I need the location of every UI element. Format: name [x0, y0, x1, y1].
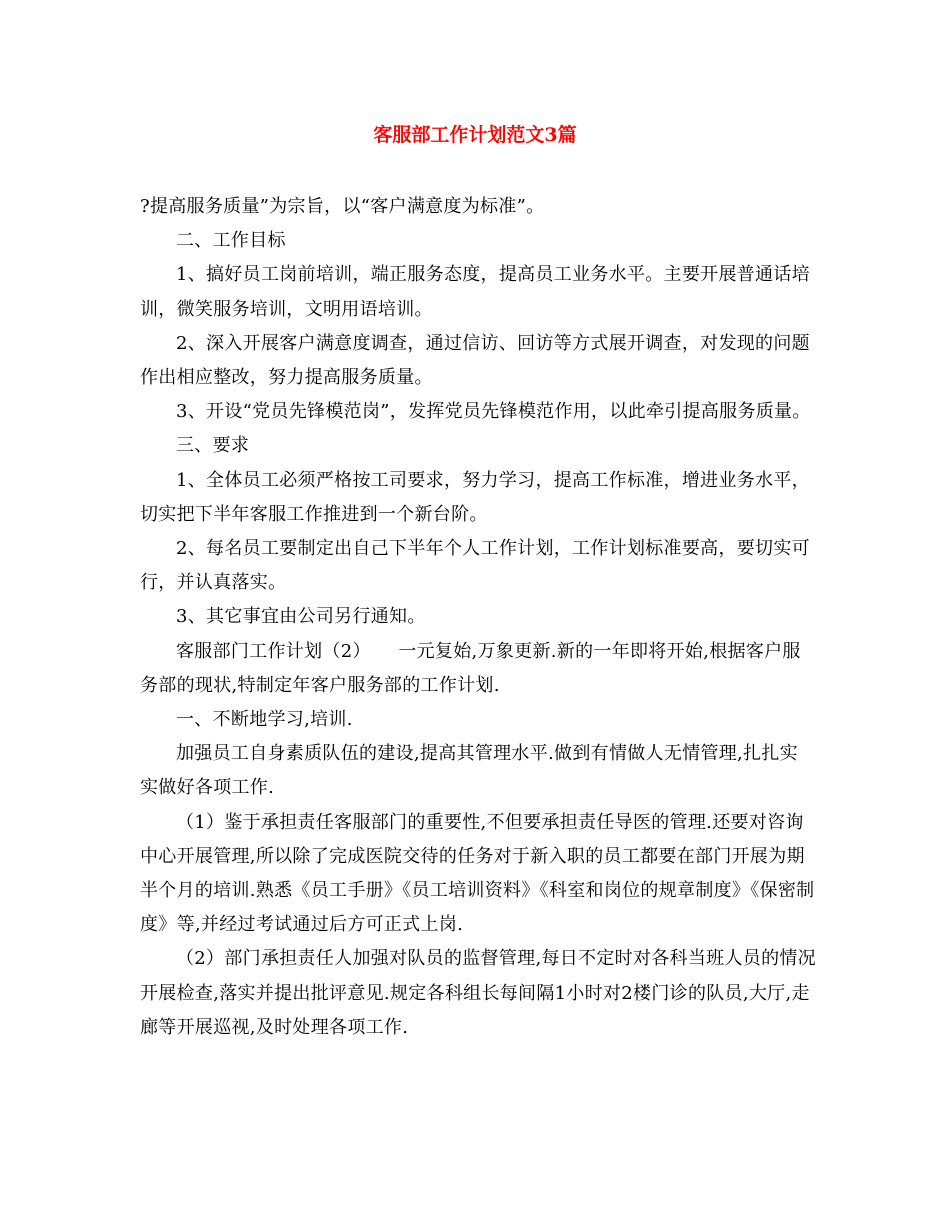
- paragraph: 2、深入开展客户满意度调查，通过信访、回访等方式展开调查，对发现的问题作出相应整改，努力提高服务质量。: [140, 332, 810, 389]
- paragraph: 加强员工自身素质队伍的建设,提高其管理水平.做到有情做人无情管理,扎扎实实做好各项工作.: [140, 743, 798, 799]
- document-title: 客服部工作计划范文3篇: [373, 124, 577, 146]
- paragraph: 3、其它事宜由公司另行通知。: [176, 606, 426, 628]
- paragraph: 2、每名员工要制定出自己下半年个人工作计划，工作计划标准要高，要切实可行，并认真落实。: [140, 538, 810, 594]
- document-body: [140, 190, 816, 1045]
- paragraph: 1、搞好员工岗前培训，端正服务态度，提高员工业务水平。主要开展普通话培训，微笑服务培训，文明用语培训。: [140, 264, 810, 320]
- paragraph: 1、全体员工必须严格按工司要求，努力学习，提高工作标准，增进业务水平，切实把下半年客服工作推进到一个新台阶。: [140, 469, 810, 525]
- paragraph: 3、开设“党员先锋模范岗”，发挥党员先锋模范作用，以此牵引提高服务质量。: [176, 401, 811, 423]
- section-heading: 三、要求: [176, 435, 250, 457]
- paragraph: （2）部门承担责任人加强对队员的监督管理,每日不定时对各科当班人员的情况开展检查,落实并提出批评意见.规定各科组长每间隔1小时对2楼门诊的队员,大厅,走廊等开展巡视,及时处理各项工作.: [140, 948, 816, 1038]
- paragraph: （1）鉴于承担责任客服部门的重要性,不但要承担责任导医的管理.还要对咨询中心开展管理,所以除了完成医院交待的任务对于新入职的员工都要在部门开展为期半个月的培训.熟悉《员工手册》《员工培训资料》《科室和岗位的规章制度》《保密制度》等,并经过考试通过后方可正式上岗.: [140, 811, 815, 936]
- section-heading: 一、不断地学习,培训.: [176, 709, 353, 731]
- section-heading: 二、工作目标: [176, 230, 286, 252]
- paragraph: ?提高服务质量”为宗旨，以“客户满意度为标准”。: [140, 196, 545, 217]
- paragraph: 客服部门工作计划（2） 一元复始,万象更新.新的一年即将开始,根据客户服务部的现状,特制定年客户服务部的工作计划.: [140, 640, 801, 696]
